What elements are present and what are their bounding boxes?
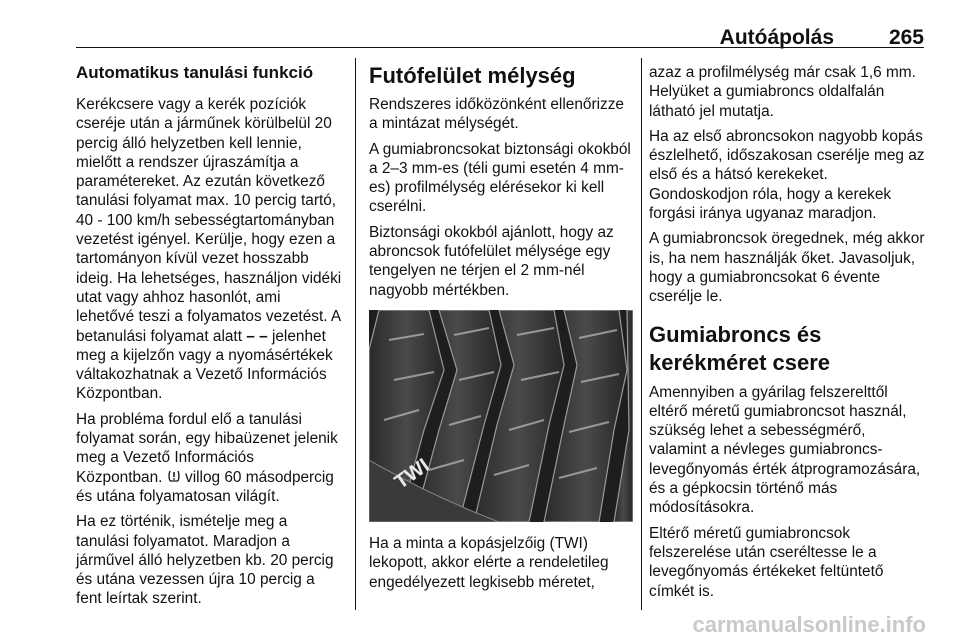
- heading-line: Gumiabroncs és: [649, 321, 822, 347]
- dash-symbol: – –: [246, 327, 268, 345]
- paragraph: Ha ez történik, ismételje meg a tanulási folyamatot. Maradjon a járművel álló helyzetben kb. 20 percig és utána vezessen újra 10 percig a fent leírtak szerint.: [76, 513, 334, 608]
- paragraph: A gumiabroncsokat biztonsági okokból a 2–3 mm-es (téli gumi esetén 4 mm-es) profilmélység elérésekor ki kell cserélni.: [369, 140, 631, 216]
- tire-pressure-warning-icon: [167, 468, 181, 487]
- column-1: [76, 63, 342, 615]
- column-3: [649, 63, 927, 607]
- column-divider-1: [355, 58, 356, 610]
- heading-tire-change: [649, 321, 927, 377]
- tire-tread-figure: [369, 310, 633, 522]
- watermark: carmanualsonline.info: [692, 612, 926, 637]
- paragraph: Biztonsági okokból ajánlott, hogy az abroncsok futófelület mélysége egy tengelyen ne térjen el 2 mm-nél nagyobb mértékben.: [369, 223, 614, 299]
- column-2: [369, 63, 633, 598]
- heading-line: kerékméret csere: [649, 349, 831, 375]
- twi-label: TWI: [390, 454, 434, 494]
- paragraph-text: Kerékcsere vagy a kerék pozíciók cseréje után a járműnek körülbelül 20 percig álló helyzetben kell lennie, mielőtt a rendszer újraszámítja a paramétereket. Az ezután következő tanulási folyamat max. 10 percig tartó, 40 - 100 km/h sebességtartományban vezetést igényel. Kerülje, hogy ezen a tartományon kívül vezet hosszabb ideig. Ha lehetséges, használjon vidéki utat vagy ahhoz hasonlót, ami lehetővé teszi a folyamatos vezetést. A betanulási folyamat alatt: [76, 96, 342, 345]
- section-title: Autóápolás: [719, 26, 834, 49]
- paragraph: Ha a minta a kopásjelzőig (TWI) lekopott, akkor elérte a rendeletileg engedélyezett legkisebb méretet,: [369, 534, 609, 591]
- paragraph: Amennyiben a gyárilag felszerelttől eltérő méretű gumiabroncsot használ, szükség lehet a sebességmérő, valamint a névleges gumiabroncs-levegőnyomás érték átprogramozására, és a gépkocsin történő más módosításokra.: [649, 383, 921, 517]
- heading-auto-learning: Automatikus tanulási funkció: [76, 63, 314, 82]
- column-divider-2: [641, 58, 642, 610]
- paragraph: azaz a profilmélység már csak 1,6 mm. Helyüket a gumiabroncs oldalfalán látható jel mutatja.: [649, 64, 916, 120]
- paragraph: [76, 95, 342, 404]
- paragraph: A gumiabroncsok öregednek, még akkor is, ha nem használják őket. Javasoljuk, hogy a gumiabroncsokat 6 évente cserélje le.: [649, 230, 925, 306]
- header-divider: [76, 47, 924, 48]
- paragraph: Eltérő méretű gumiabroncsok felszerelése után cseréltesse le a levegőnyomás értékeket feltüntető címkét is.: [649, 524, 884, 600]
- paragraph-text: jelenhet meg a kijelzőn vagy a nyomásértékek váltakozhatnak a Vezető Információs Központban.: [76, 327, 333, 403]
- paragraph-text: villog 60 másodpercig és utána folyamatosan világít.: [76, 468, 334, 505]
- page-number: 265: [888, 26, 924, 49]
- paragraph: [76, 410, 342, 506]
- heading-tread-depth: Futófelület mélység: [369, 63, 576, 88]
- paragraph: Rendszeres időközönként ellenőrizze a mintázat mélységét.: [369, 96, 624, 133]
- paragraph: Ha az első abroncsokon nagyobb kopás észlelhető, időszakosan cserélje meg az első és a hátsó kerekeket. Gondoskodjon róla, hogy a kerekek forgási iránya ugyanaz maradjon.: [649, 127, 925, 223]
- paragraph-text: Ha probléma fordul elő a tanulási folyamat során, egy hibaüzenet jelenik meg a Vezető Információs Központban.: [76, 410, 338, 486]
